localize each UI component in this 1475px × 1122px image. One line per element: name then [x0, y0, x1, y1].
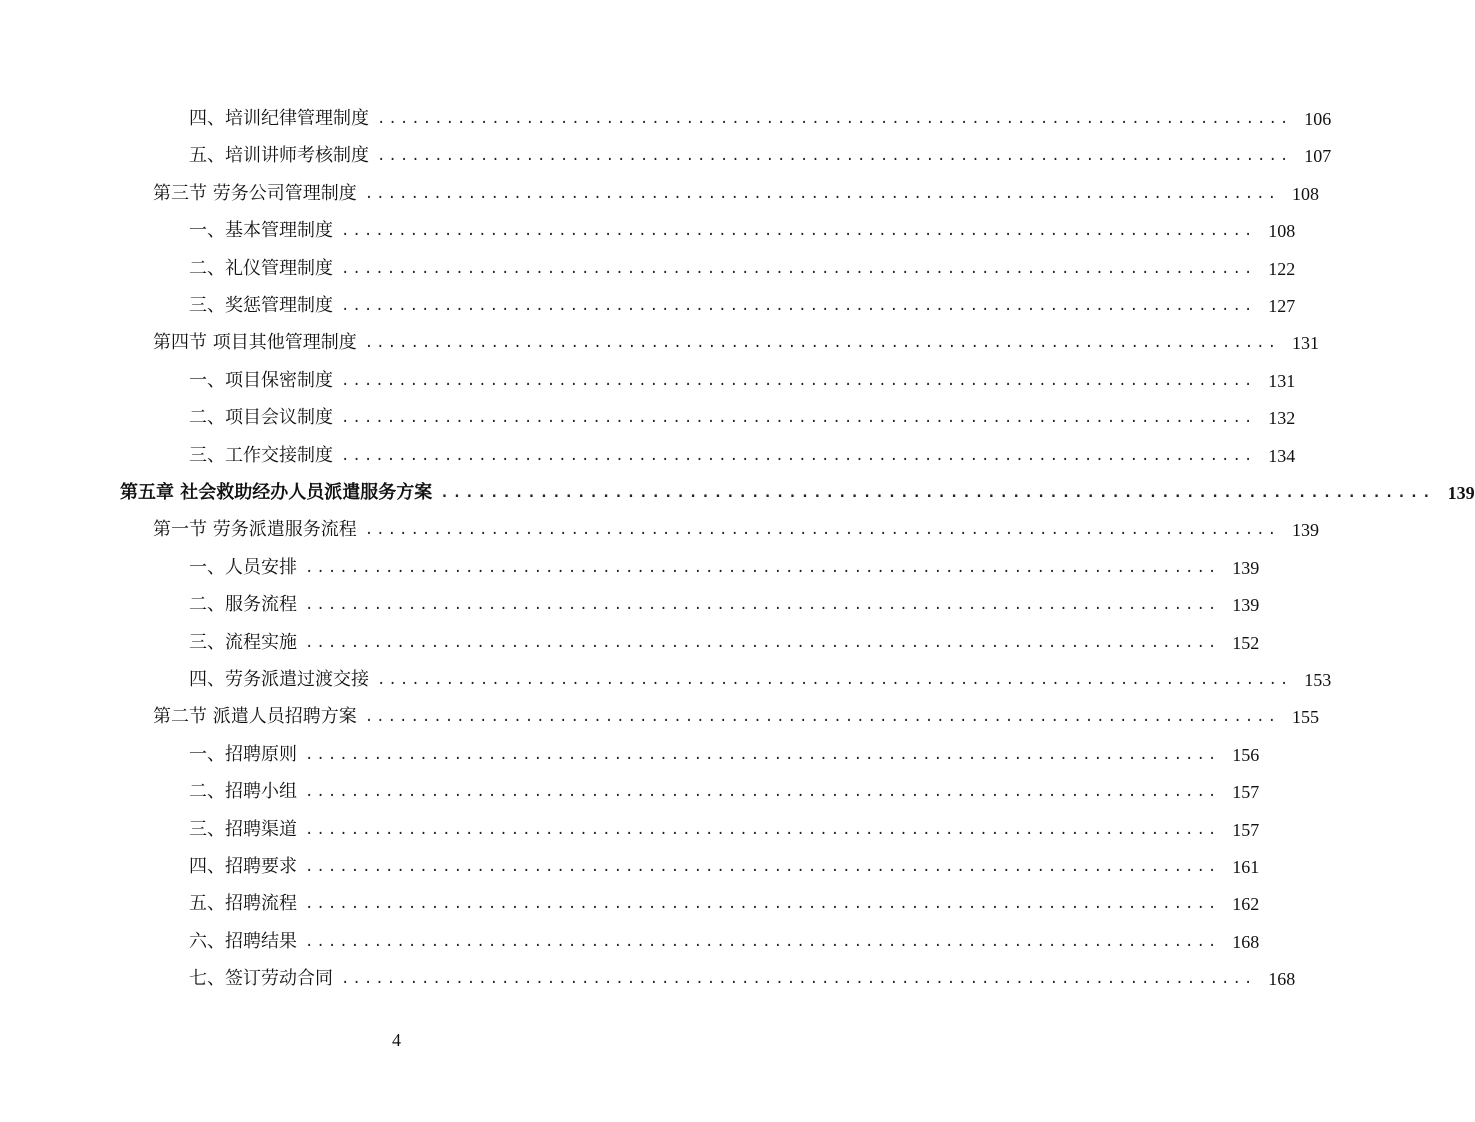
toc-entry-title: 三、流程实施 — [189, 631, 297, 653]
toc-entry-title: 三、奖惩管理制度 — [189, 295, 333, 316]
dot-leader: ................................................................................ — [305, 784, 1220, 801]
dot-leader: ................................................................................ — [364, 335, 1280, 352]
page-number: 4 — [392, 1030, 401, 1050]
toc-entry-item[interactable] — [0, 400, 1296, 436]
toc-entry-title: 二、礼仪管理制度 — [189, 257, 333, 279]
toc-entry-title: 一、人员安排 — [189, 556, 297, 578]
toc-entry-item[interactable] — [0, 251, 1296, 287]
dot-leader: ................................................................................ — [305, 597, 1220, 614]
dot-leader: ................................................................................ — [305, 559, 1220, 576]
toc-entry-item[interactable] — [0, 288, 1296, 324]
toc-entry-page: 108 — [1268, 221, 1296, 242]
toc-entry-item[interactable] — [0, 662, 1332, 698]
toc-entry-page: 107 — [1304, 146, 1332, 167]
dot-leader: ................................................................................ — [341, 372, 1256, 389]
toc-entry-page: 161 — [1232, 857, 1260, 877]
dot-leader: ................................................................................ — [341, 223, 1256, 240]
toc-entry-page: 157 — [1232, 819, 1260, 840]
toc-entry-title: 三、工作交接制度 — [189, 444, 333, 466]
toc-entry-chapter[interactable] — [0, 475, 1475, 511]
toc-entry-title: 第四节 项目其他管理制度 — [153, 332, 357, 354]
dot-leader: ................................................................................ — [377, 148, 1292, 165]
toc-entry-title: 第五章 社会救助经办人员派遣服务方案 — [120, 482, 433, 503]
toc-entry-item[interactable] — [0, 737, 1260, 773]
dot-leader: ................................................................................ — [440, 485, 1435, 501]
toc-entry-page: 168 — [1232, 931, 1260, 952]
toc-entry-item[interactable] — [0, 138, 1332, 174]
toc-entry-title: 五、招聘流程 — [189, 893, 297, 915]
toc-entry-item[interactable] — [0, 924, 1260, 960]
dot-leader: ................................................................................ — [341, 298, 1256, 314]
toc-entry-item[interactable] — [0, 886, 1260, 922]
dot-leader: ................................................................................ — [305, 634, 1220, 651]
toc-entry-page: 162 — [1232, 894, 1260, 915]
toc-entry-title: 二、招聘小组 — [189, 781, 297, 803]
dot-leader: ................................................................................ — [341, 971, 1256, 988]
toc-entry-page: 132 — [1268, 408, 1296, 429]
toc-entry-title: 第二节 派遣人员招聘方案 — [153, 706, 357, 728]
toc-entry-page: 139 — [1292, 520, 1320, 541]
toc-entry-page: 152 — [1232, 632, 1260, 653]
dot-leader: ................................................................................ — [377, 672, 1292, 688]
toc-entry-page: 153 — [1304, 670, 1332, 690]
toc-entry-item[interactable] — [0, 849, 1260, 885]
toc-entry-item[interactable] — [0, 363, 1296, 399]
toc-entry-item[interactable] — [0, 625, 1260, 661]
toc-entry-page: 155 — [1292, 707, 1320, 728]
toc-entry-item[interactable] — [0, 101, 1332, 137]
toc-entry-item[interactable] — [0, 550, 1260, 586]
toc-entry-title: 七、签订劳动合同 — [189, 968, 333, 990]
dot-leader: ................................................................................ — [305, 896, 1220, 913]
toc-entry-title: 一、基本管理制度 — [189, 220, 333, 242]
toc-entry-title: 一、项目保密制度 — [189, 369, 333, 391]
toc-entry-title: 四、劳务派遣过渡交接 — [189, 669, 369, 690]
toc-entry-item[interactable] — [0, 774, 1260, 810]
toc-entry-section[interactable] — [0, 325, 1320, 361]
toc-entry-page: 131 — [1268, 370, 1296, 391]
toc-entry-page: 156 — [1232, 744, 1260, 765]
dot-leader: ................................................................................ — [341, 260, 1256, 277]
toc-entry-title: 二、服务流程 — [189, 594, 297, 616]
toc-entry-item[interactable] — [0, 961, 1296, 997]
dot-leader: ................................................................................ — [305, 746, 1220, 763]
toc-entry-section[interactable] — [0, 176, 1320, 212]
dot-leader: ................................................................................ — [364, 709, 1280, 726]
toc-entry-item[interactable] — [0, 213, 1296, 249]
toc-entry-title: 二、项目会议制度 — [189, 407, 333, 429]
dot-leader: ................................................................................ — [341, 447, 1256, 464]
toc-entry-page: 108 — [1292, 183, 1320, 204]
toc-entry-title: 第三节 劳务公司管理制度 — [153, 182, 357, 204]
toc-entry-title: 第一节 劳务派遣服务流程 — [153, 519, 357, 541]
toc-entry-item[interactable] — [0, 587, 1260, 623]
toc-entry-page: 134 — [1268, 445, 1296, 466]
toc-entry-title: 四、招聘要求 — [189, 856, 297, 877]
toc-entry-title: 一、招聘原则 — [189, 743, 297, 765]
toc-entry-title: 六、招聘结果 — [189, 930, 297, 952]
toc-entry-page: 106 — [1304, 109, 1332, 129]
dot-leader: ................................................................................ — [305, 821, 1220, 838]
toc-entry-title: 五、培训讲师考核制度 — [189, 145, 369, 167]
toc-entry-page: 122 — [1268, 258, 1296, 279]
toc-entry-page: 139 — [1447, 483, 1475, 503]
dot-leader: ................................................................................ — [364, 522, 1280, 539]
dot-leader: ................................................................................ — [364, 185, 1280, 202]
dot-leader: ................................................................................ — [305, 859, 1220, 875]
toc-entry-page: 139 — [1232, 595, 1260, 616]
toc-entry-page: 127 — [1268, 296, 1296, 316]
toc-entry-page: 139 — [1232, 557, 1260, 578]
toc-entry-page: 131 — [1292, 333, 1320, 354]
toc-entry-section[interactable] — [0, 699, 1320, 735]
dot-leader: ................................................................................ — [305, 933, 1220, 950]
toc-entry-page: 157 — [1232, 782, 1260, 803]
toc-entry-page: 168 — [1268, 969, 1296, 990]
toc-entry-title: 四、培训纪律管理制度 — [189, 108, 369, 129]
toc-entry-title: 三、招聘渠道 — [189, 818, 297, 840]
dot-leader: ................................................................................ — [377, 111, 1292, 127]
toc-entry-item[interactable] — [0, 438, 1296, 474]
toc-entry-section[interactable] — [0, 512, 1320, 548]
dot-leader: ................................................................................ — [341, 410, 1256, 427]
toc-entry-item[interactable] — [0, 812, 1260, 848]
